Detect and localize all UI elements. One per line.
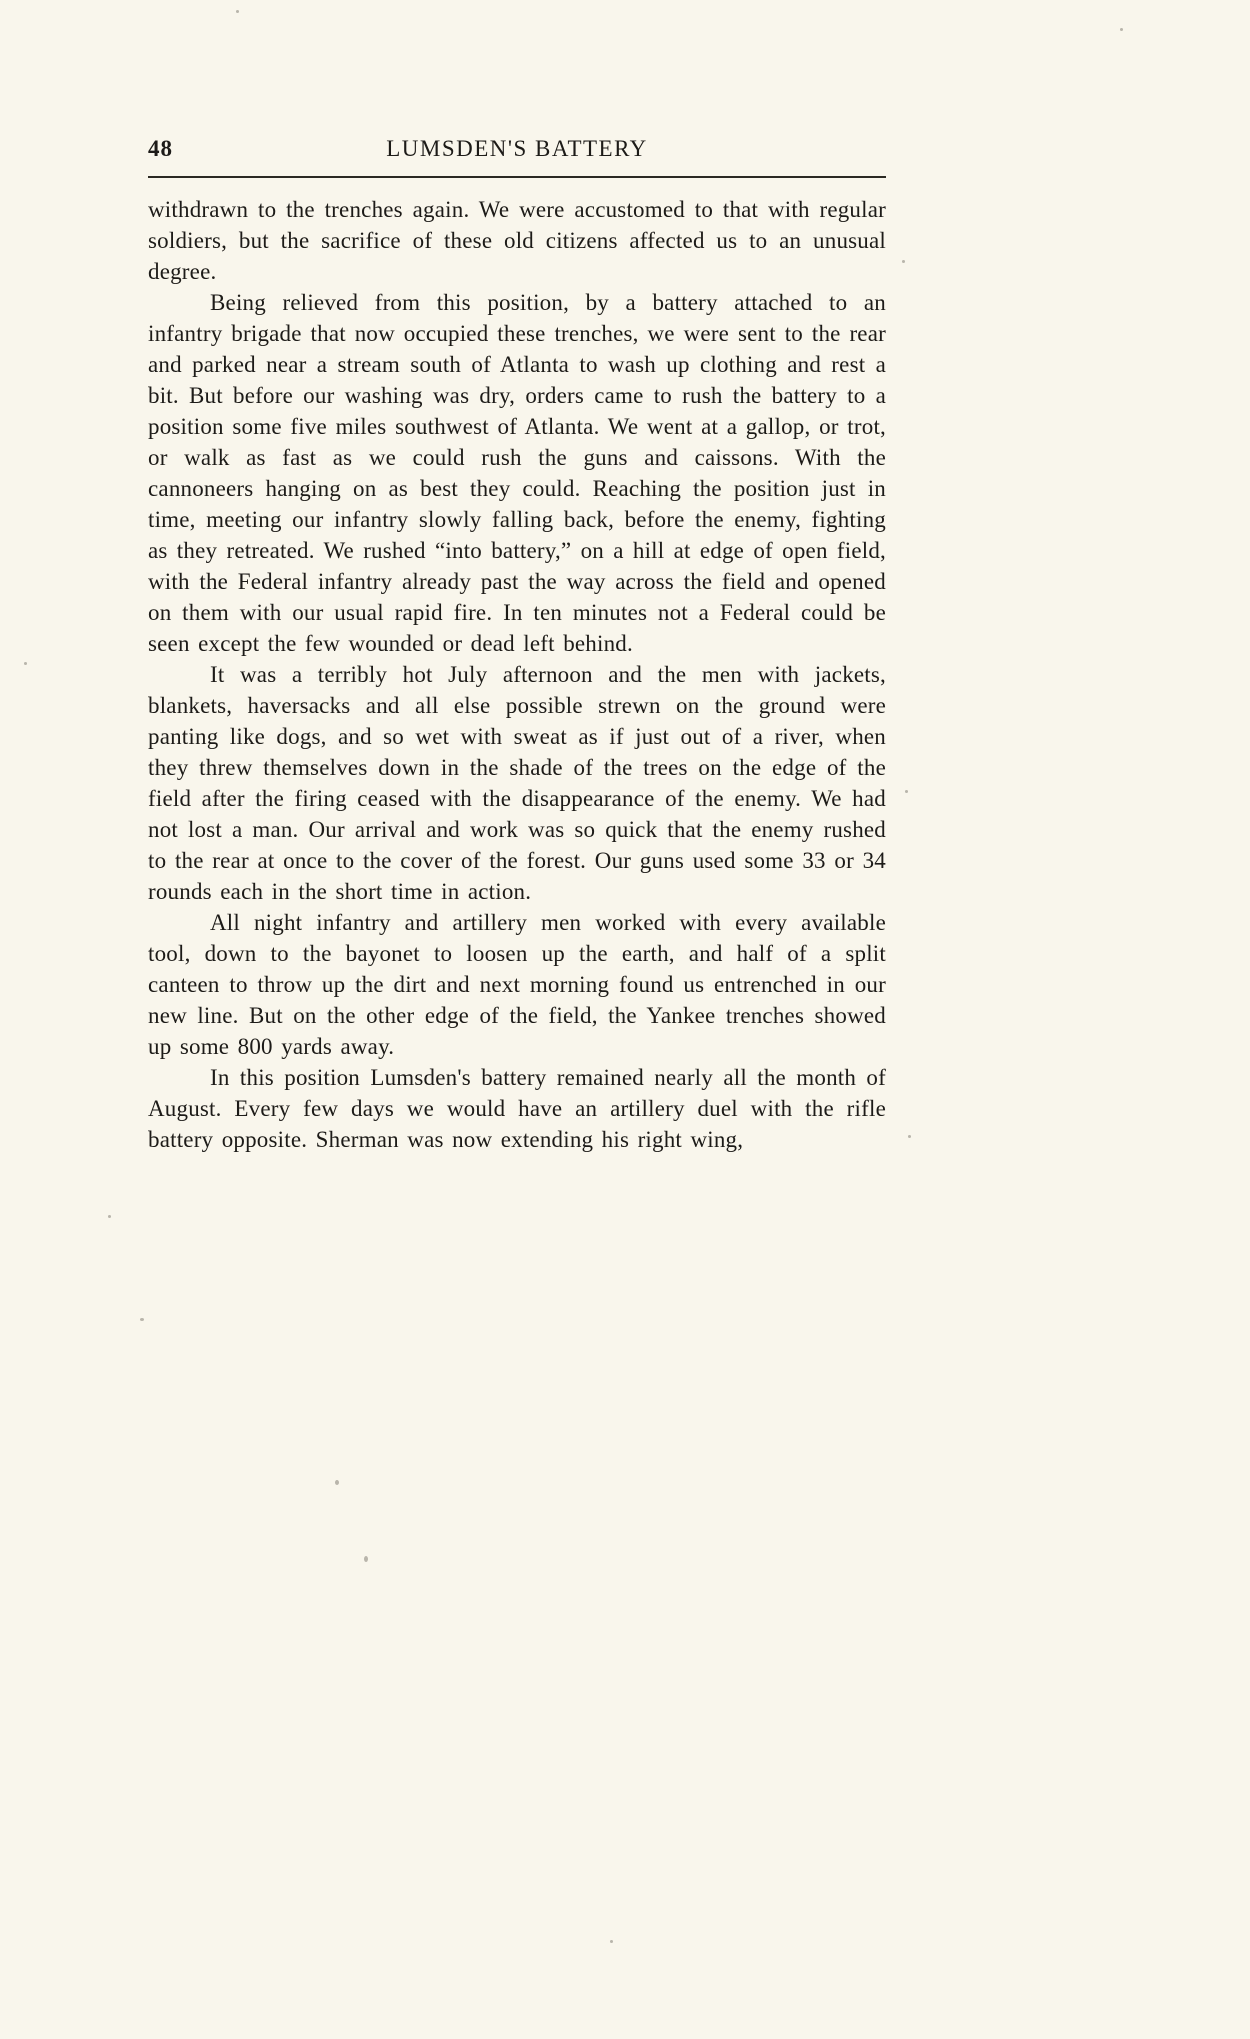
paragraph: All night infantry and artillery men worked with every available tool, down to the bayonet to loosen up the earth, and half of a split canteen to throw up the dirt and next morning found us entrenched in our new line. But on the other edge of the field, the Yankee trenches showed up some 800 yards away.	[148, 910, 886, 1059]
scan-speck	[1120, 28, 1123, 31]
scan-speck	[140, 1318, 144, 1321]
scan-speck	[902, 260, 905, 263]
running-header-title: LUMSDEN'S BATTERY	[386, 136, 648, 161]
paragraph: It was a terribly hot July afternoon and the men with jackets, blankets, haversacks and all else possible strewn on the ground were panting like dogs, and so wet with sweat as if just out of a river, when they threw themselves down in the shade of the trees on the edge of the field after the firing ceased with the disappearance of the enemy. We had not lost a man. Our arrival and work was so quick that the enemy rushed to the rear at once to the cover of the forest. Our guns used some 33 or 34 rounds each in the short time in action.	[148, 662, 886, 904]
text-block	[148, 136, 886, 1155]
paragraph: In this position Lumsden's battery remained nearly all the month of August. Every few days we would have an artillery duel with the rifle battery opposite. Sherman was now extending his right wing,	[148, 1065, 886, 1152]
scan-speck	[908, 1135, 911, 1138]
scan-speck	[108, 1215, 111, 1218]
scan-speck	[905, 790, 908, 793]
page-number: 48	[148, 136, 173, 161]
body-text	[148, 194, 886, 1155]
scan-speck	[610, 1940, 613, 1943]
page-header	[148, 136, 886, 170]
paragraph: Being relieved from this position, by a battery attached to an infantry brigade that now occupied these trenches, we were sent to the rear and parked near a stream south of Atlanta to wash up clothing and rest a bit. But before our washing was dry, orders came to rush the battery to a position some five miles southwest of Atlanta. We went at a gallop, or trot, or walk as fast as we could rush the guns and caissons. With the cannoneers hanging on as best they could. Reaching the position just in time, meeting our infantry slowly falling back, before the enemy, fighting as they retreated. We rushed “into battery,” on a hill at edge of open field, with the Federal infantry already past the way across the field and opened on them with our usual rapid fire. In ten minutes not a Federal could be seen except the few wounded or dead left behind.	[148, 290, 886, 656]
scan-speck	[335, 1480, 339, 1485]
paragraph: withdrawn to the trenches again. We were accustomed to that with regular soldiers, but the sacrifice of these old citizens affected us to an unusual degree.	[148, 197, 886, 284]
scan-speck	[236, 10, 239, 13]
scan-speck	[24, 662, 27, 665]
scan-speck	[364, 1556, 368, 1562]
header-rule-divider	[148, 176, 886, 178]
